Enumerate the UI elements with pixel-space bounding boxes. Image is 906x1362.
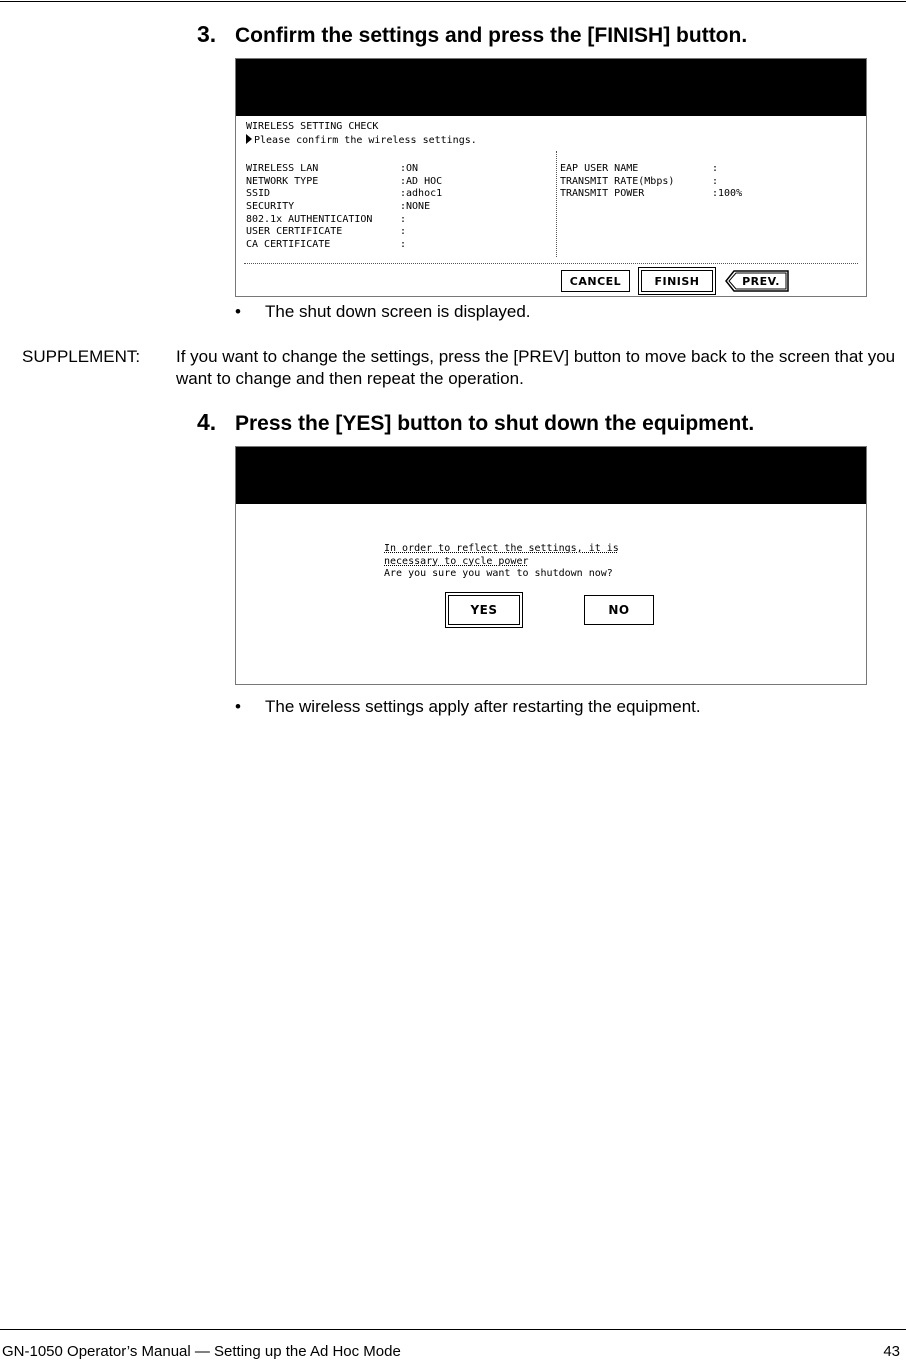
supplement-label: SUPPLEMENT: bbox=[22, 347, 141, 366]
setting-value: :NONE bbox=[400, 201, 431, 213]
setting-label: SSID bbox=[246, 188, 271, 200]
bullet-glyph: • bbox=[235, 697, 241, 716]
message-line: necessary to cycle power bbox=[384, 555, 529, 567]
finish-button[interactable]: FINISH bbox=[641, 270, 713, 292]
setting-label: TRANSMIT POWER bbox=[560, 188, 645, 200]
setting-value: : bbox=[712, 163, 719, 174]
setting-row bbox=[560, 176, 742, 189]
setting-label: EAP USER NAME bbox=[560, 163, 639, 174]
column-divider bbox=[556, 151, 557, 257]
screen-header-bar bbox=[236, 59, 866, 116]
setting-label: CA CERTIFICATE bbox=[246, 239, 331, 251]
bullet-glyph: • bbox=[235, 302, 241, 321]
screen-header-bar bbox=[236, 447, 866, 504]
top-rule bbox=[0, 1, 906, 2]
setting-value: :100% bbox=[712, 188, 743, 200]
setting-label: SECURITY bbox=[246, 201, 295, 213]
step-3-heading bbox=[197, 21, 747, 49]
setting-row bbox=[246, 188, 442, 201]
bullet-text: The shut down screen is displayed. bbox=[265, 302, 531, 321]
footer-title: GN-1050 Operator’s Manual — Setting up the Ad Hoc Mode bbox=[2, 1343, 401, 1360]
button-divider bbox=[244, 263, 858, 264]
setting-row bbox=[246, 226, 442, 239]
setting-row bbox=[560, 163, 742, 176]
page-number: 43 bbox=[883, 1343, 900, 1360]
bullet-item bbox=[235, 302, 531, 322]
setting-label: WIRELESS LAN bbox=[246, 163, 319, 174]
step-number: 3. bbox=[197, 21, 217, 47]
prev-label: PREV. bbox=[742, 274, 780, 288]
setting-row bbox=[246, 239, 442, 252]
screen-title: WIRELESS SETTING CHECK bbox=[246, 121, 379, 132]
bullet-item bbox=[235, 697, 701, 717]
bullet-text: The wireless settings apply after restarting the equipment. bbox=[265, 697, 701, 716]
arrow-right-icon bbox=[246, 134, 252, 144]
supplement-text: If you want to change the settings, press the [PREV] button to move back to the screen that you want to change and then repeat the operation. bbox=[176, 347, 896, 388]
setting-value: :ON bbox=[400, 163, 419, 174]
prev-button[interactable] bbox=[725, 270, 789, 292]
setting-row bbox=[246, 214, 442, 227]
message-line: Are you sure you want to shutdown now? bbox=[384, 568, 613, 580]
setting-value: : bbox=[712, 175, 719, 187]
step-text: Confirm the settings and press the [FINISH] button. bbox=[235, 24, 748, 47]
settings-right-column bbox=[560, 163, 742, 201]
setting-label: USER CERTIFICATE bbox=[246, 226, 343, 238]
step-number: 4. bbox=[197, 409, 217, 435]
footer-rule bbox=[0, 1329, 906, 1330]
shutdown-confirm-screen bbox=[235, 446, 867, 685]
step-4-heading bbox=[197, 409, 754, 437]
setting-value: : bbox=[400, 239, 407, 251]
cancel-button[interactable]: CANCEL bbox=[561, 270, 630, 292]
setting-label: NETWORK TYPE bbox=[246, 175, 319, 187]
shutdown-message bbox=[384, 543, 619, 581]
prompt-text: Please confirm the wireless settings. bbox=[254, 135, 477, 146]
setting-row bbox=[246, 201, 442, 214]
wireless-setting-check-screen bbox=[235, 58, 867, 297]
setting-row bbox=[560, 188, 742, 201]
setting-value: :AD HOC bbox=[400, 175, 443, 187]
setting-row bbox=[246, 176, 442, 189]
settings-left-column bbox=[246, 163, 442, 252]
no-button[interactable]: NO bbox=[584, 595, 654, 625]
setting-value: : bbox=[400, 226, 407, 238]
screen-prompt bbox=[246, 134, 477, 148]
message-line: In order to reflect the settings, it is bbox=[384, 543, 619, 554]
setting-label: 802.1x AUTHENTICATION bbox=[246, 213, 373, 225]
step-text: Press the [YES] button to shut down the equipment. bbox=[235, 412, 755, 435]
setting-label: TRANSMIT RATE(Mbps) bbox=[560, 175, 675, 187]
yes-button[interactable]: YES bbox=[448, 595, 520, 625]
setting-value: :adhoc1 bbox=[400, 188, 443, 200]
setting-value: : bbox=[400, 213, 407, 225]
setting-row bbox=[246, 163, 442, 176]
